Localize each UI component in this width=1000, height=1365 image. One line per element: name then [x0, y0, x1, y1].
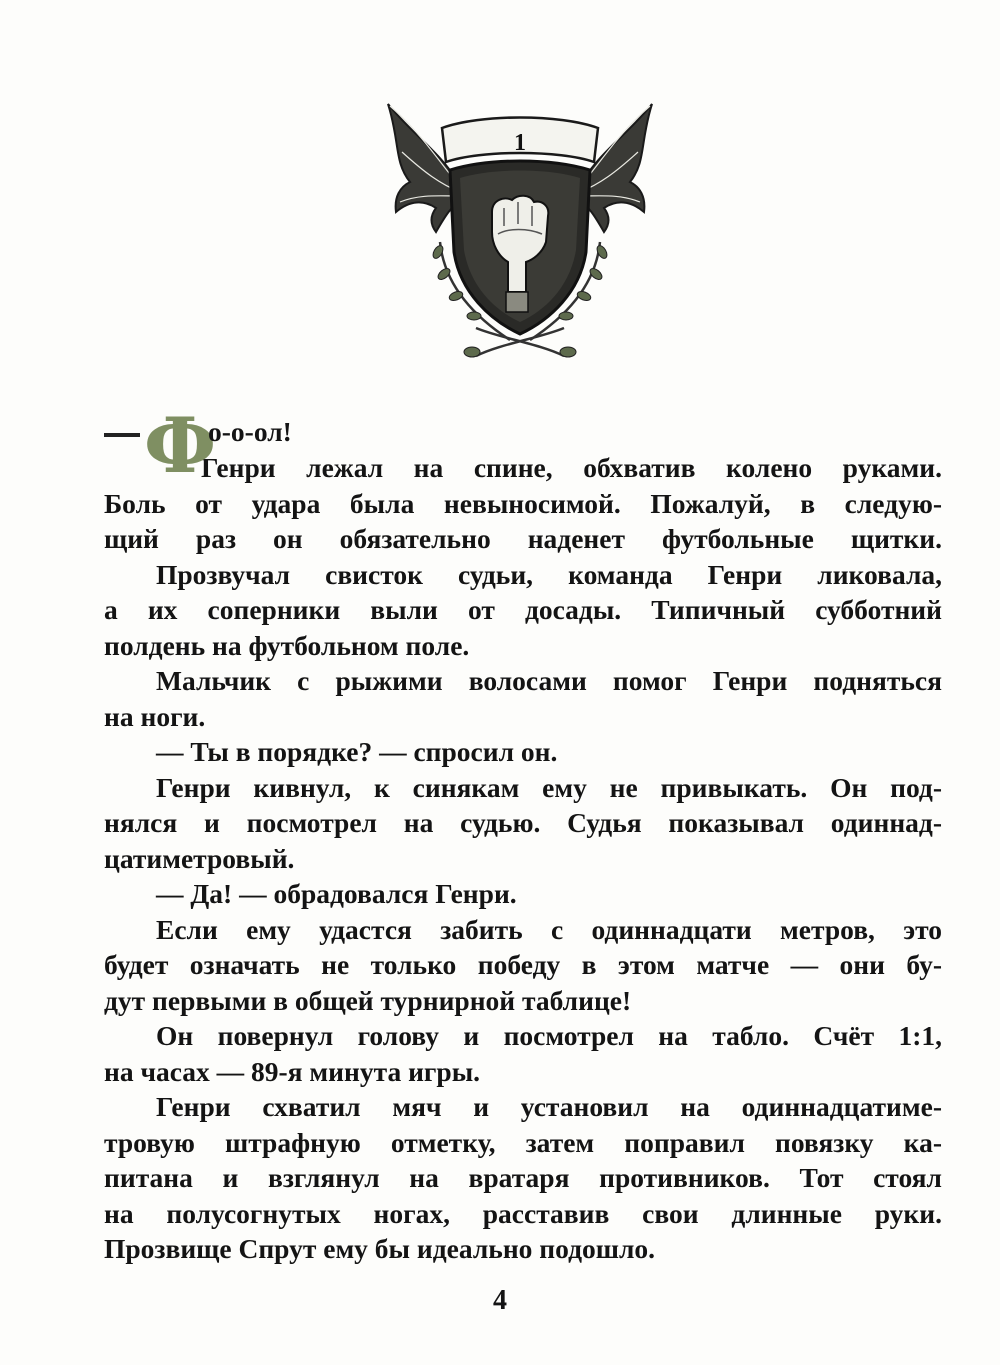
text-line: на ноги.: [104, 700, 206, 732]
text-line: Он повернул голову и посмотрел на табло. Счёт 1:1,: [156, 1020, 942, 1051]
text-line: полдень на футбольном поле.: [104, 629, 470, 661]
text-line: питана и взглянул на вратаря противников. Тот стоял: [104, 1162, 942, 1193]
dropcap-rest: о-о-ол!: [208, 416, 292, 447]
body-text: [104, 401, 942, 1267]
text-line: дут первыми в общей турнирной таблице!: [104, 984, 632, 1016]
text-line: Генри лежал на спине, обхватив колено руками.: [201, 452, 942, 483]
text-line: щий раз он обязательно наденет футбольные щитки.: [104, 523, 942, 554]
text-line: — Ты в порядке? — спросил он.: [156, 736, 558, 767]
text-line: — Да! — обрадовался Генри.: [156, 878, 517, 909]
text-line: Если ему удастся забить с одиннадцати метров, это: [156, 913, 942, 945]
drop-cap: Ф: [144, 401, 217, 490]
text-line: Прозвище Спрут ему бы идеально подошло.: [104, 1233, 656, 1264]
text-line: на полусогнутых ногах, расставив свои длинные руки.: [104, 1197, 942, 1229]
dash: [104, 433, 140, 437]
text-line: а их соперники выли от досады. Типичный субботний: [104, 594, 942, 625]
text-line: на часах — 89-я минута игры.: [104, 1055, 481, 1087]
text-line: Генри кивнул, к синякам ему не привыкать. Он под-: [156, 771, 942, 803]
text-line: Боль от удара была невыносимой. Пожалуй, в следую-: [104, 487, 942, 519]
chapter-emblem-icon: [380, 92, 660, 362]
text-line: Прозвучал свисток судьи, команда Генри ликовала,: [156, 558, 942, 590]
chapter-number: 1: [514, 130, 526, 156]
text-line: цатиметровый.: [104, 842, 295, 874]
text-line: Генри схватил мяч и установил на одиннадцатиме-: [156, 1091, 942, 1122]
text-line: будет означать не только победу в этом матче — они бу-: [104, 949, 942, 980]
page-number: 4: [493, 1285, 507, 1316]
text-line: тровую штрафную отметку, затем поправил повязку ка-: [104, 1126, 942, 1158]
text-line: нялся и посмотрел на судью. Судья показывал одиннад-: [104, 807, 942, 838]
text-line: Мальчик с рыжими волосами помог Генри подняться: [156, 665, 942, 696]
